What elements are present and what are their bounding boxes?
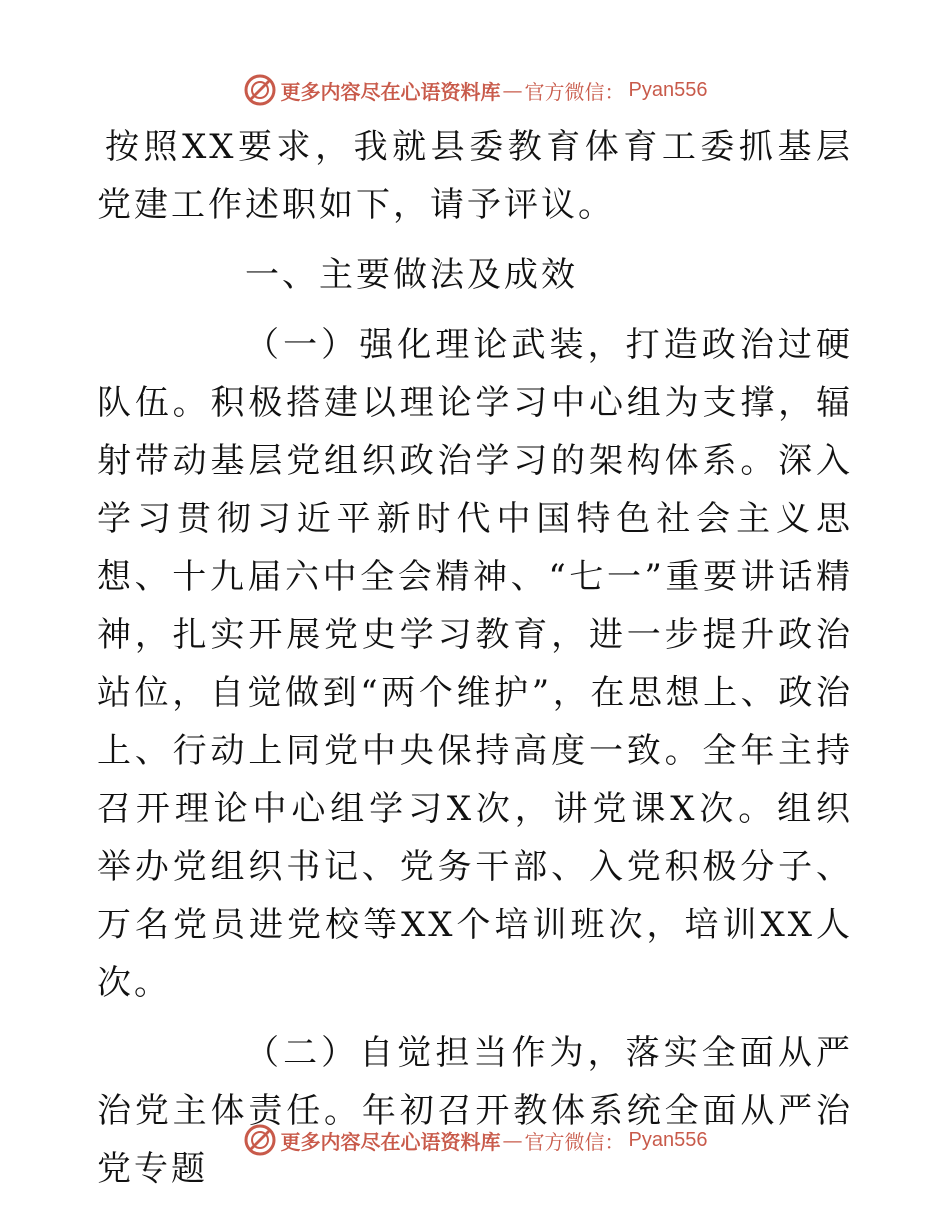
watermark-text: 更多内容尽在心语资料库 [280,79,501,104]
red-seal-logo-icon [243,1123,277,1157]
section-heading: 一、主要做法及成效 [245,255,578,295]
document-body [97,118,853,1198]
subsection-1-paragraph: （一）强化理论武装，打造政治过硬队伍。积极搭建以理论学习中心组为支撑，辐射带动基层党组织政治学习的架构体系。深入学习贯彻习近平新时代中国特色社会主义思想、十九届六中全会精神、“七一”重要讲话精神，扎实开展党史学习教育，进一步提升政治站位，自觉做到“两个维护”，在思想上、政治上、行动上同党中央保持高度一致。全年主持召开理论中心组学习X次，讲党课X次。组织举办党组织书记、党务干部、入党积极分子、万名党员进党校等XX个培训班次，培训XX人次。 [97,325,853,1003]
watermark-wechat-id: Pyan556 [628,78,708,101]
subsection-2-paragraph: （二）自觉担当作为，落实全面从严治党主体责任。年初召开教体系统全面从严治党专题 [97,1033,853,1189]
watermark-footer [0,1123,950,1157]
watermark-text: 更多内容尽在心语资料库 [280,1129,501,1154]
watermark-wechat-id: Pyan556 [628,1128,708,1151]
watermark-separator: — [502,78,523,102]
watermark-separator: — [502,1128,523,1152]
intro-paragraph: 按照XX要求，我就县委教育体育工委抓基层党建工作述职如下，请予评议。 [97,127,853,225]
watermark-header [0,73,950,107]
watermark-label: 官方微信： [524,1129,625,1154]
red-seal-logo-icon [243,73,277,107]
watermark-label: 官方微信： [524,79,625,104]
